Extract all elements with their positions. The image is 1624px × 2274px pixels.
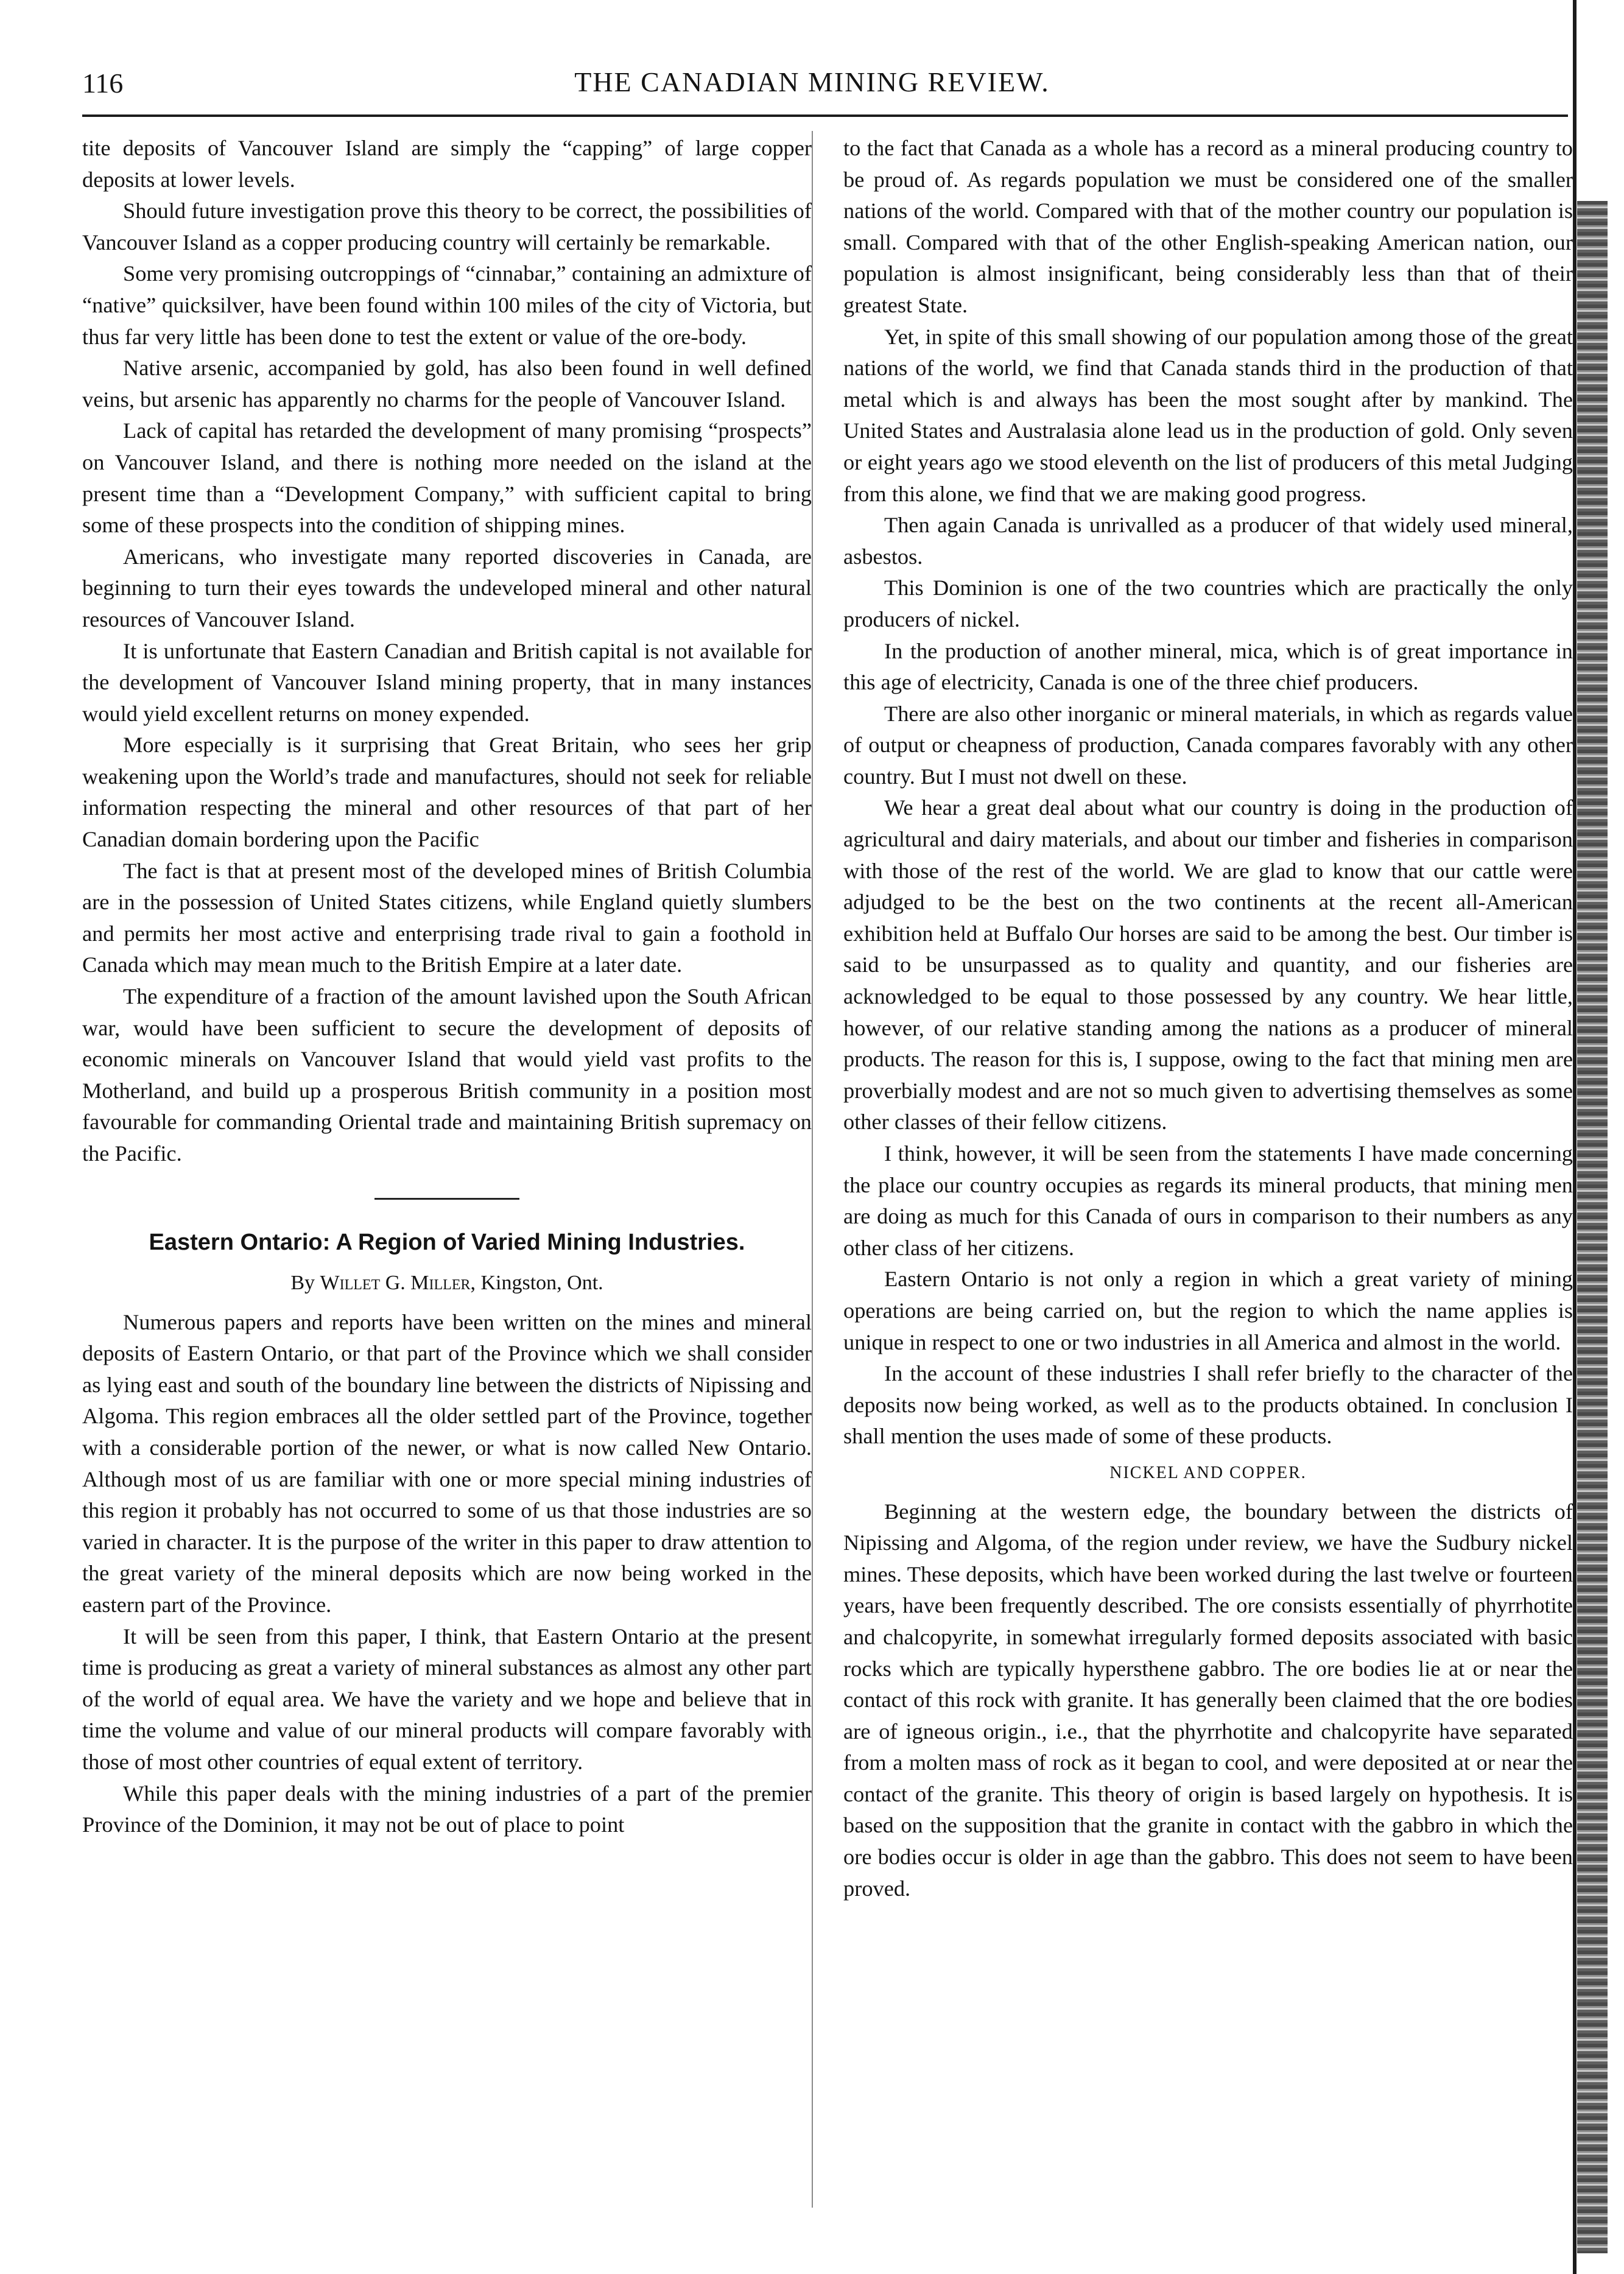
paragraph: There are also other inorganic or mineral materials, in which as regards value of output or cheapness of production, Canada compares favorably with any other country. But I must not dwell on these. <box>843 701 1573 789</box>
left-column <box>82 133 812 1841</box>
header-rule <box>82 114 1568 117</box>
byline <box>82 1268 812 1298</box>
binding-edge-strip <box>1577 201 1608 2253</box>
paragraph: We hear a great deal about what our country is doing in the production of agricultural and dairy materials, and about our timber and fisheries in comparison with those of the rest of the world. We are glad to know that our cattle were adjudged to be the best on the two continents at the recent all-American exhibition held at Buffalo Our horses are said to be among the best. Our timber is said to be unsurpassed as to quality and quantity, and our fisheries are acknowledged to be equal to those possessed by any country. We hear little, however, of our relative standing among the nations as a producer of mineral products. The reason for this is, I suppose, owing to the fact that mining men are proverbially modest and are not so much given to advertising themselves as some other classes of their fellow citizens. <box>843 795 1573 1135</box>
paragraph: It will be seen from this paper, I think, that Eastern Ontario at the present time is producing as great a variety of mineral substances as almost any other part of the world of equal area. We have the variety and we hope and believe that in time the volume and value of our mineral products will compare favorably with those of most other countries of equal extent of territory. <box>82 1624 812 1774</box>
paragraph: In the account of these industries I shall refer briefly to the character of the deposits now being worked, as well as to the products obtained. In conclusion I shall mention the uses made of some of these products. <box>843 1361 1573 1449</box>
byline-place: Kingston, Ont. <box>480 1271 603 1294</box>
article-title: Eastern Ontario: A Region of Varied Mining Industries. <box>149 1229 745 1255</box>
paragraph: The expenditure of a fraction of the amount lavished upon the South African war, would have been sufficient to secure the development of deposits of economic minerals on Vancouver Island that would yield vast profits to the Motherland, and build up a prosperous British community in a position most favourable for commanding Oriental trade and maintaining British supremacy on the Pacific. <box>82 984 812 1166</box>
paragraph: Beginning at the western edge, the boundary between the districts of Nipissing and Algoma, of the region under review, we have the Sudbury nickel mines. These deposits, which have been worked during the last twelve or fourteen years, have been frequently described. The ore consists essentially of phyrrhotite and chalcopyrite, in somewhat irregularly formed deposits associated with basic rocks which are typically hypersthene gabbro. The ore bodies lie at or near the contact of this rock with granite. It has generally been claimed that the ore bodies are of igneous origin., i.e., that the phyrrhotite and chalcopyrite have separated from a molten mass of rock as it began to cool, and were deposited at or near the contact of the granite. This theory of origin is based largely on hypothesis. It is based on the supposition that the granite in contact with the gabbro in which the ore bodies occur is older in age than the gabbro. This does not seem to have been proved. <box>843 1499 1573 1901</box>
paragraph: Lack of capital has retarded the development of many promising “prospects” on Vancouver Island, and there is nothing more needed on the island at the present time than a “Development Company,” with sufficient capital to bring some of these prospects into the condition of shipping mines. <box>82 418 812 538</box>
paragraph: Then again Canada is unrivalled as a producer of that widely used mineral, asbestos. <box>843 513 1573 569</box>
paragraph: to the fact that Canada as a whole has a record as a mineral producing country to be proud of. As regards population we must be considered one of the smaller nations of the world. Compared with that of the mother country our population is small. Compared with that of the other English-speaking American nation, our population is almost insignificant, being considerably less than that of their greatest State. <box>843 136 1573 317</box>
section-subheading: NICKEL AND COPPER. <box>1109 1463 1307 1482</box>
paragraph: Some very promising outcroppings of “cinnabar,” containing an admixture of “native” quicksilver, have been found within 100 miles of the city of Victoria, but thus far very little has been done to test the extent or value of the ore-body. <box>82 261 812 349</box>
byline-author: Willet G. Miller, <box>320 1271 476 1294</box>
paragraph: Eastern Ontario is not only a region in which a great variety of mining operations are being carried on, but the region to which the name applies is unique in respect to one or two industries in all America and almost in the world. <box>843 1267 1573 1354</box>
byline-prefix: By <box>290 1271 315 1294</box>
column-gutter <box>812 131 813 2208</box>
right-column <box>843 133 1573 1904</box>
page-number: 116 <box>82 68 124 99</box>
paragraph: This Dominion is one of the two countries which are practically the only producers of nickel. <box>843 576 1573 632</box>
paragraph: Yet, in spite of this small showing of our population among those of the great nations of the world, we find that Canada stands third in the production of that metal which is and always has been the most sought after by mankind. The United States and Australasia alone lead us in the production of gold. Only seven or eight years ago we stood eleventh on the list of producers of this metal Judging from this alone, we find that we are making good progress. <box>843 324 1573 506</box>
paragraph: More especially is it surprising that Great Britain, who sees her grip weakening upon the World’s trade and manufactures, should not seek for reliable information respecting the mineral and other resources of that part of her Canadian domain bordering upon the Pacific <box>82 733 812 852</box>
paragraph: I think, however, it will be seen from the statements I have made concerning the place our country occupies as regards its mineral products, that mining men are doing as much for this Canada of ours in comparison to their numbers as any other class of her citizens. <box>843 1141 1573 1260</box>
paragraph: In the production of another mineral, mica, which is of great importance in this age of electricity, Canada is one of the three chief producers. <box>843 638 1573 695</box>
paragraph: Americans, who investigate many reported discoveries in Canada, are beginning to turn their eyes towards the undeveloped mineral and other natural resources of Vancouver Island. <box>82 544 812 632</box>
paragraph: Numerous papers and reports have been written on the mines and mineral deposits of Eastern Ontario, or that part of the Province which we shall consider as lying east and south of the boundary line between the districts of Nipissing and Algoma. This region embraces all the older settled part of the Province, together with a considerable portion of the newer, or what is now called New Ontario. Although most of us are familiar with one or more special mining industries of this region it probably has not occurred to some of us that those industries are so varied in character. It is the purpose of the writer in this paper to draw attention to the great variety of the mineral deposits which are now being worked in the eastern part of the Province. <box>82 1309 812 1617</box>
paragraph: Native arsenic, accompanied by gold, has also been found in well defined veins, but arsenic has apparently no charms for the people of Vancouver Island. <box>82 356 812 412</box>
paragraph: The fact is that at present most of the developed mines of British Columbia are in the possession of United States citizens, while England quietly slumbers and permits her most active and enterprising trade rival to gain a foothold in Canada which may mean much to the British Empire at a later date. <box>82 858 812 977</box>
paragraph: While this paper deals with the mining industries of a part of the premier Province of the Dominion, it may not be out of place to point <box>82 1781 812 1837</box>
section-divider <box>374 1198 519 1200</box>
publication-title: THE CANADIAN MINING REVIEW. <box>574 66 1050 97</box>
paragraph: Should future investigation prove this theory to be correct, the possibilities of Vancouver Island as a copper producing country will certainly be remarkable. <box>82 199 812 255</box>
paragraph: tite deposits of Vancouver Island are simply the “capping” of large copper deposits at lower levels. <box>82 136 812 192</box>
paragraph: It is unfortunate that Eastern Canadian and British capital is not available for the development of Vancouver Island mining property, that in many instances would yield excellent returns on money expended. <box>82 638 812 726</box>
page-edge-line <box>1573 0 1577 2274</box>
